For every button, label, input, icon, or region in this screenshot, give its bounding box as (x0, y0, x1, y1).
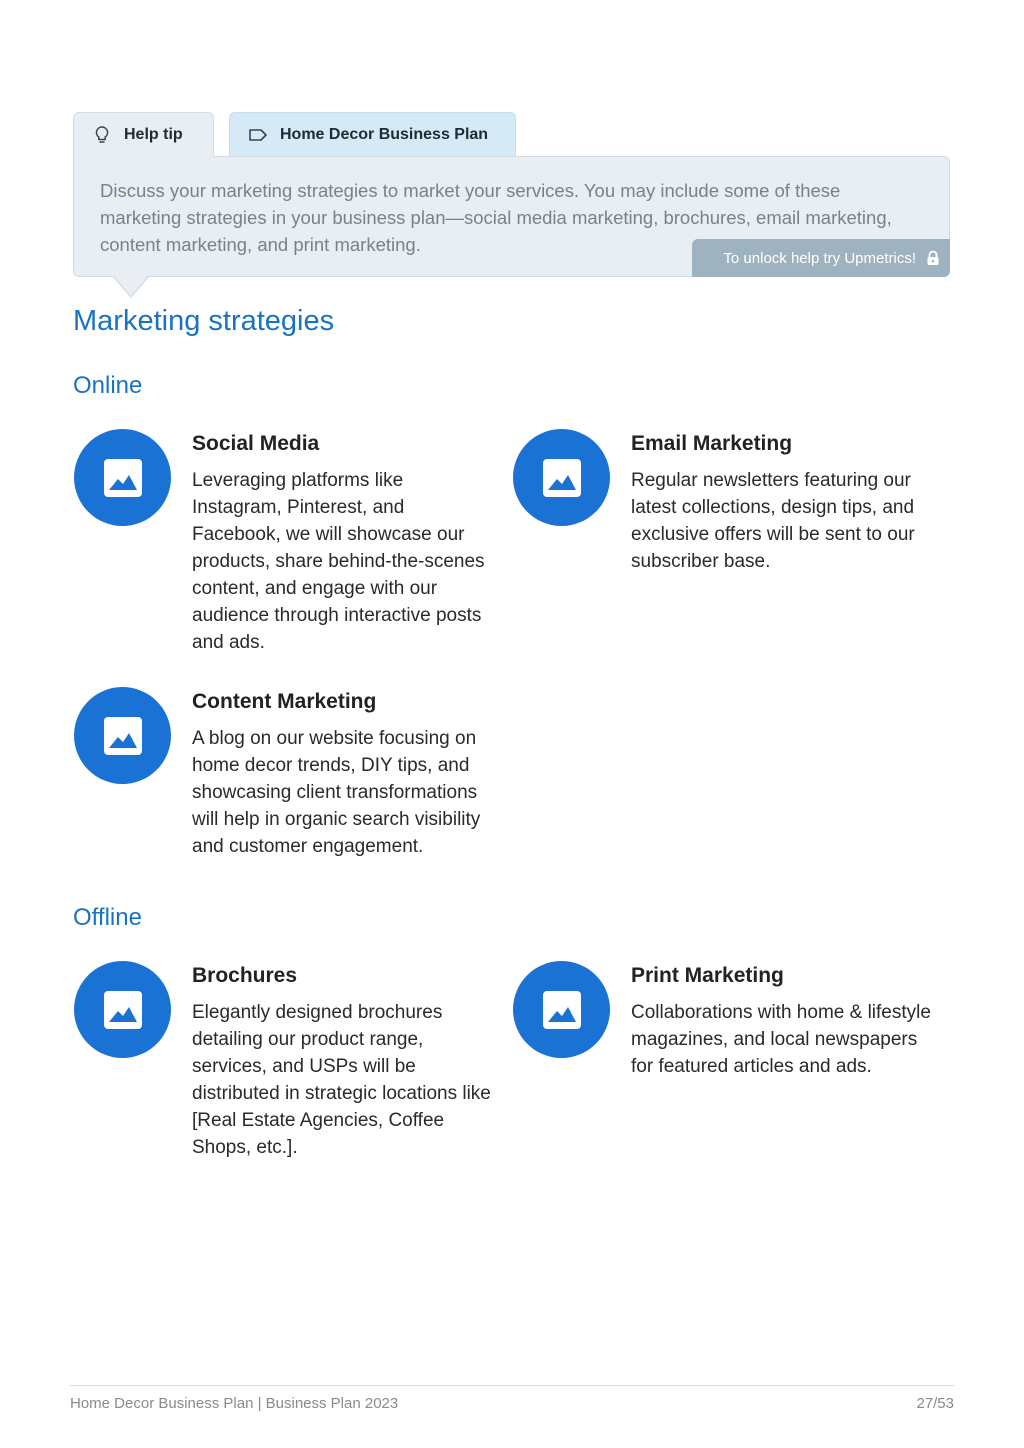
unlock-help-label: To unlock help try Upmetrics! (723, 249, 916, 267)
unlock-help-button[interactable] (692, 239, 950, 277)
section-online-heading: Online (73, 372, 143, 399)
lock-icon (926, 250, 940, 266)
image-icon (74, 429, 171, 526)
strategy-text: A blog on our website focusing on home decor trends, DIY tips, and showcasing client transformations will help in organic search visibility and customer engagement. (192, 728, 481, 857)
lightbulb-icon (92, 125, 112, 145)
footer-page-number: 27/53 (916, 1395, 954, 1412)
help-tip-text: Discuss your marketing strategies to market your services. You may include some of these marketing strategies in your business plan—social media marketing, brochures, email marketing, content marketing, and print marketing. (100, 180, 892, 255)
strategy-text: Elegantly designed brochures detailing our product range, services, and USPs will be distributed in strategic locations like [Real Estate Agencies, Coffee Shops, etc.]. (192, 1002, 491, 1158)
tab-help-label: Help tip (124, 126, 183, 143)
footer-divider (70, 1385, 954, 1386)
image-icon (513, 429, 610, 526)
page-title: Marketing strategies (73, 305, 335, 337)
tab-help-tip[interactable] (73, 112, 214, 157)
footer-document-title: Home Decor Business Plan | Business Plan 2023 (70, 1395, 399, 1412)
strategy-text: Leveraging platforms like Instagram, Pinterest, and Facebook, we will showcase our products, share behind-the-scenes content, and engage with our audience through interactive posts and ads. (192, 470, 485, 653)
tag-icon (248, 125, 268, 145)
strategy-text: Collaborations with home & lifestyle magazines, and local newspapers for featured articles and ads. (631, 1002, 931, 1077)
image-icon (74, 687, 171, 784)
help-pointer (114, 276, 148, 296)
strategy-text: Regular newsletters featuring our latest collections, design tips, and exclusive offers will be sent to our subscriber base. (631, 470, 915, 572)
strategy-title: Content Marketing (192, 690, 377, 713)
strategy-title: Print Marketing (631, 964, 784, 987)
image-icon (513, 961, 610, 1058)
strategy-title: Brochures (192, 964, 298, 987)
tab-business-plan[interactable] (229, 112, 516, 156)
image-icon (74, 961, 171, 1058)
strategy-title: Email Marketing (631, 432, 793, 455)
help-tip-panel (73, 156, 950, 277)
tab-plan-label: Home Decor Business Plan (280, 125, 489, 143)
section-offline-heading: Offline (73, 904, 142, 931)
strategy-title: Social Media (192, 432, 320, 455)
